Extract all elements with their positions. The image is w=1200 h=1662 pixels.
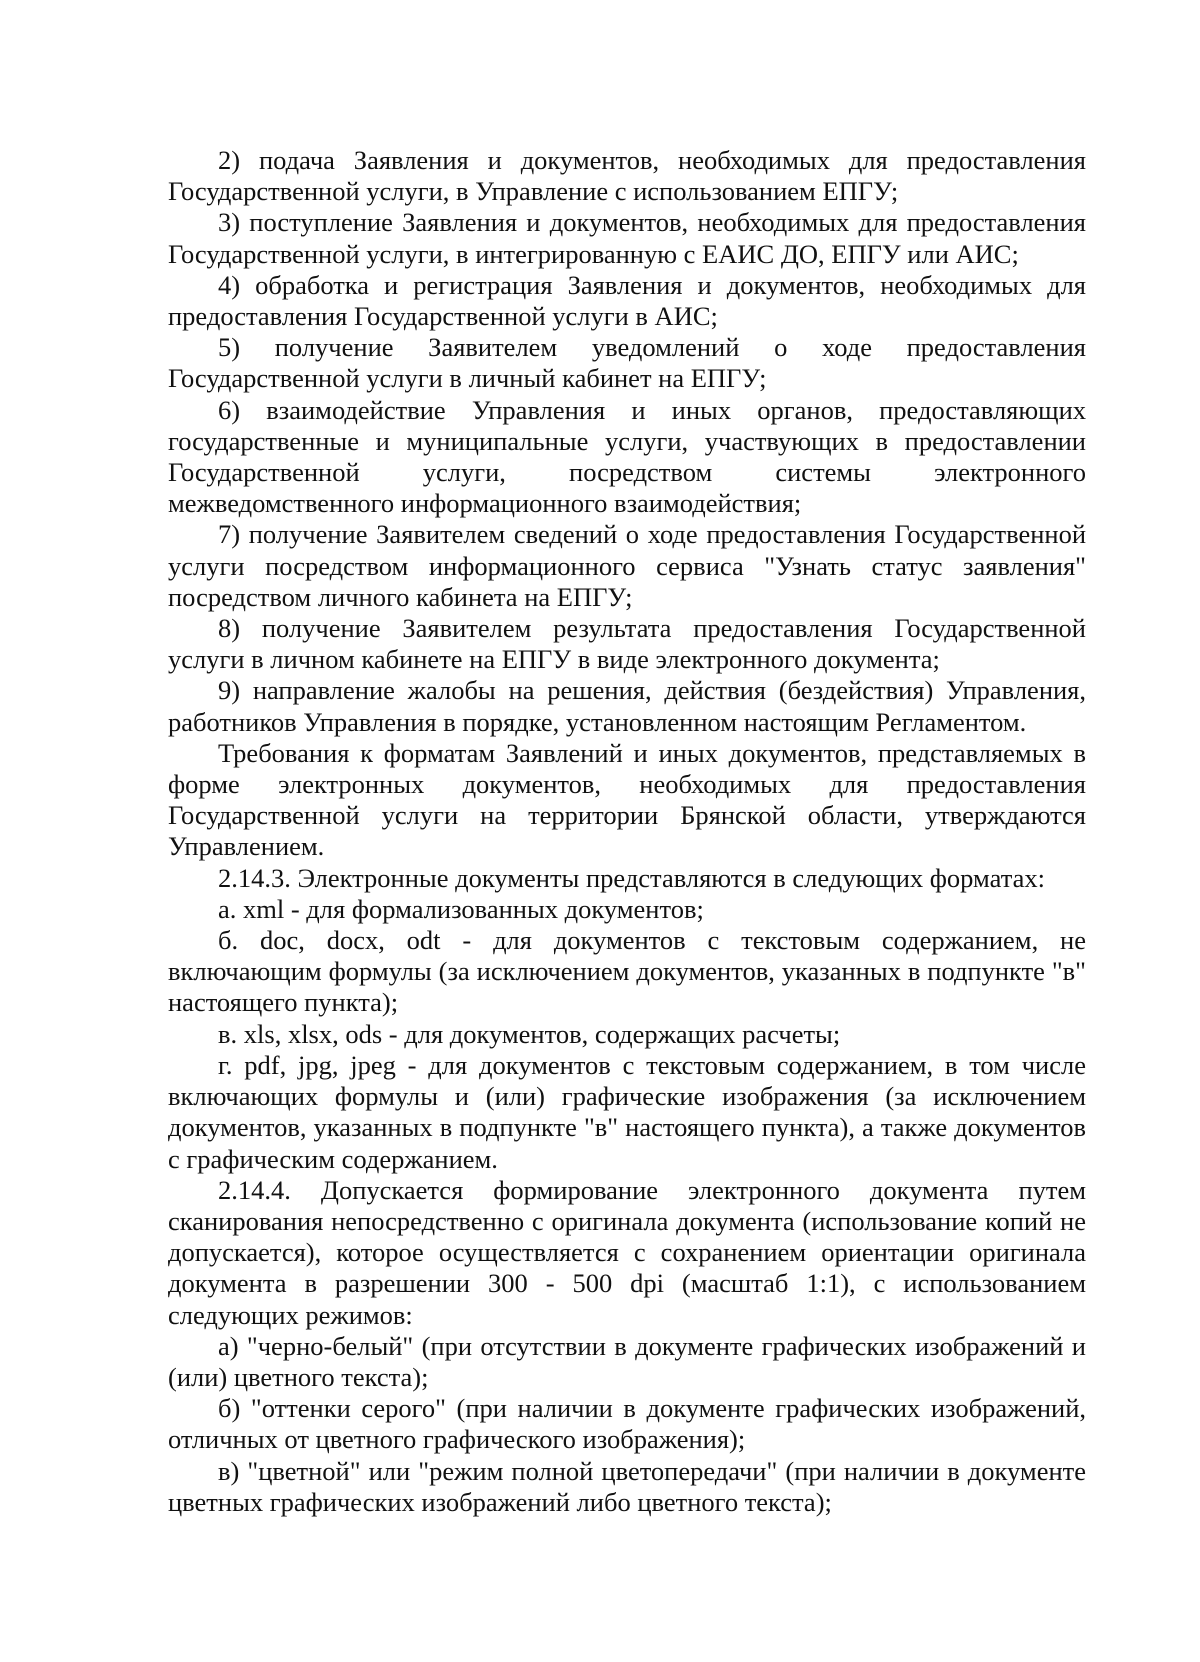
paragraph-mode-v: в) "цветной" или "режим полной цветопередачи" (при наличии в документе цветных графических изображений либо цветного текста); xyxy=(168,1455,1086,1517)
paragraph-format-requirements: Требования к форматам Заявлений и иных документов, представляемых в форме электронных документов, необходимых для предоставления Государственной услуги на территории Брянской области, утверждаются Управлением. xyxy=(168,737,1086,862)
paragraph-2-14-4: 2.14.4. Допускается формирование электронного документа путем сканирования непосредственно с оригинала документа (использование копий не допускается), которое осуществляется с сохранением ориентации оригинала документа в разрешении 300 - 500 dpi (масштаб 1:1), с использованием следующих режимов: xyxy=(168,1174,1086,1330)
paragraph-item-9: 9) направление жалобы на решения, действия (бездействия) Управления, работников Управления в порядке, установленном настоящим Регламентом. xyxy=(168,675,1086,737)
paragraph-mode-a: а) "черно-белый" (при отсутствии в документе графических изображений и (или) цветного текста); xyxy=(168,1330,1086,1392)
paragraph-format-a: а. xml - для формализованных документов; xyxy=(218,893,704,924)
paragraph-item-6: 6) взаимодействие Управления и иных органов, предоставляющих государственные и муниципальные услуги, участвующих в предоставлении Государственной услуги, посредством системы электронного межведомственного информационного взаимодействия; xyxy=(168,394,1086,519)
paragraph-item-3: 3) поступление Заявления и документов, необходимых для предоставления Государственной услуги, в интегрированную с ЕАИС ДО, ЕПГУ или АИС; xyxy=(168,207,1086,269)
paragraph-item-7: 7) получение Заявителем сведений о ходе предоставления Государственной услуги посредством информационного сервиса "Узнать статус заявления" посредством личного кабинета на ЕПГУ; xyxy=(168,519,1086,612)
paragraph-item-2: 2) подача Заявления и документов, необходимых для предоставления Государственной услуги, в Управление с использованием ЕПГУ; xyxy=(168,145,1086,207)
paragraph-mode-b: б) "оттенки серого" (при наличии в документе графических изображений, отличных от цветного графического изображения); xyxy=(168,1393,1086,1455)
paragraph-2-14-3: 2.14.3. Электронные документы представляются в следующих форматах: xyxy=(218,862,1045,893)
paragraph-format-v: в. xls, xlsx, ods - для документов, содержащих расчеты; xyxy=(218,1018,841,1049)
document-body xyxy=(168,145,1086,1518)
paragraph-item-8: 8) получение Заявителем результата предоставления Государственной услуги в личном кабинете на ЕПГУ в виде электронного документа; xyxy=(168,613,1086,675)
paragraph-item-4: 4) обработка и регистрация Заявления и документов, необходимых для предоставления Государственной услуги в АИС; xyxy=(168,269,1086,332)
paragraph-item-5: 5) получение Заявителем уведомлений о ходе предоставления Государственной услуги в личный кабинет на ЕПГУ; xyxy=(168,332,1086,394)
paragraph-format-b: б. doc, docx, odt - для документов с текстовым содержанием, не включающим формулы (за исключением документов, указанных в подпункте "в" настоящего пункта); xyxy=(168,925,1086,1018)
paragraph-format-g: г. pdf, jpg, jpeg - для документов с текстовым содержанием, в том числе включающих формулы и (или) графические изображения (за исключением документов, указанных в подпункте "в" настоящего пункта), а также документов с графическим содержанием. xyxy=(168,1049,1086,1174)
